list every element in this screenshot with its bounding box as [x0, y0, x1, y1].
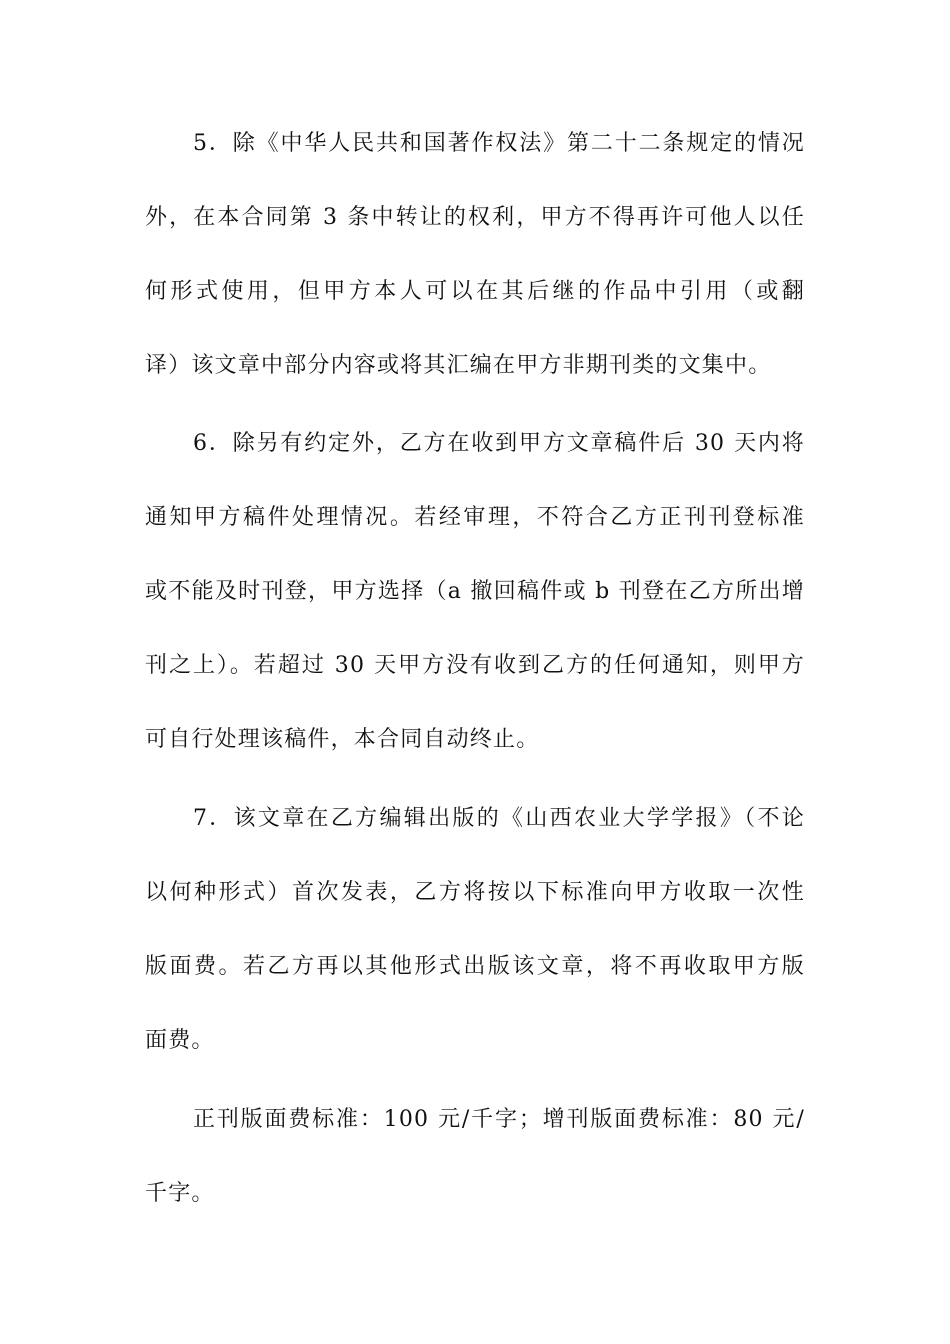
clause-6-line-3: 或不能及时刊登，甲方选择（a 撤回稿件或 b 刊登在乙方所出增 [145, 579, 805, 604]
fee-standard-line-1: 正刊版面费标准：100 元/千字；增刊版面费标准：80 元/ [193, 1107, 805, 1132]
clause-7-line-2: 以何种形式）首次发表，乙方将按以下标准向甲方收取一次性 [145, 880, 805, 905]
fee-standard-line-2: 千字。 [145, 1181, 215, 1206]
clause-6-line-5: 可自行处理该稿件，本合同自动终止。 [145, 727, 540, 752]
clause-7-line-4: 面费。 [145, 1028, 215, 1053]
clause-5-line-2: 外，在本合同第 3 条中转让的权利，甲方不得再许可他人以任 [145, 205, 805, 230]
clause-6-line-4: 刊之上）。若超过 30 天甲方没有收到乙方的任何通知，则甲方 [145, 653, 805, 678]
clause-6-line-1: 6．除另有约定外，乙方在收到甲方文章稿件后 30 天内将 [193, 431, 805, 456]
clause-5-line-4: 译）该文章中部分内容或将其汇编在甲方非期刊类的文集中。 [145, 353, 772, 378]
clause-6-line-2: 通知甲方稿件处理情况。若经审理，不符合乙方正刊刊登标准 [145, 505, 805, 530]
clause-7-line-1: 7．该文章在乙方编辑出版的《山西农业大学学报》（不论 [193, 806, 805, 831]
clause-7-line-3: 版面费。若乙方再以其他形式出版该文章，将不再收取甲方版 [145, 954, 805, 979]
clause-5-line-1: 5．除《中华人民共和国著作权法》第二十二条规定的情况 [193, 131, 805, 156]
clause-5-line-3: 何形式使用，但甲方本人可以在其后继的作品中引用（或翻 [145, 279, 805, 304]
